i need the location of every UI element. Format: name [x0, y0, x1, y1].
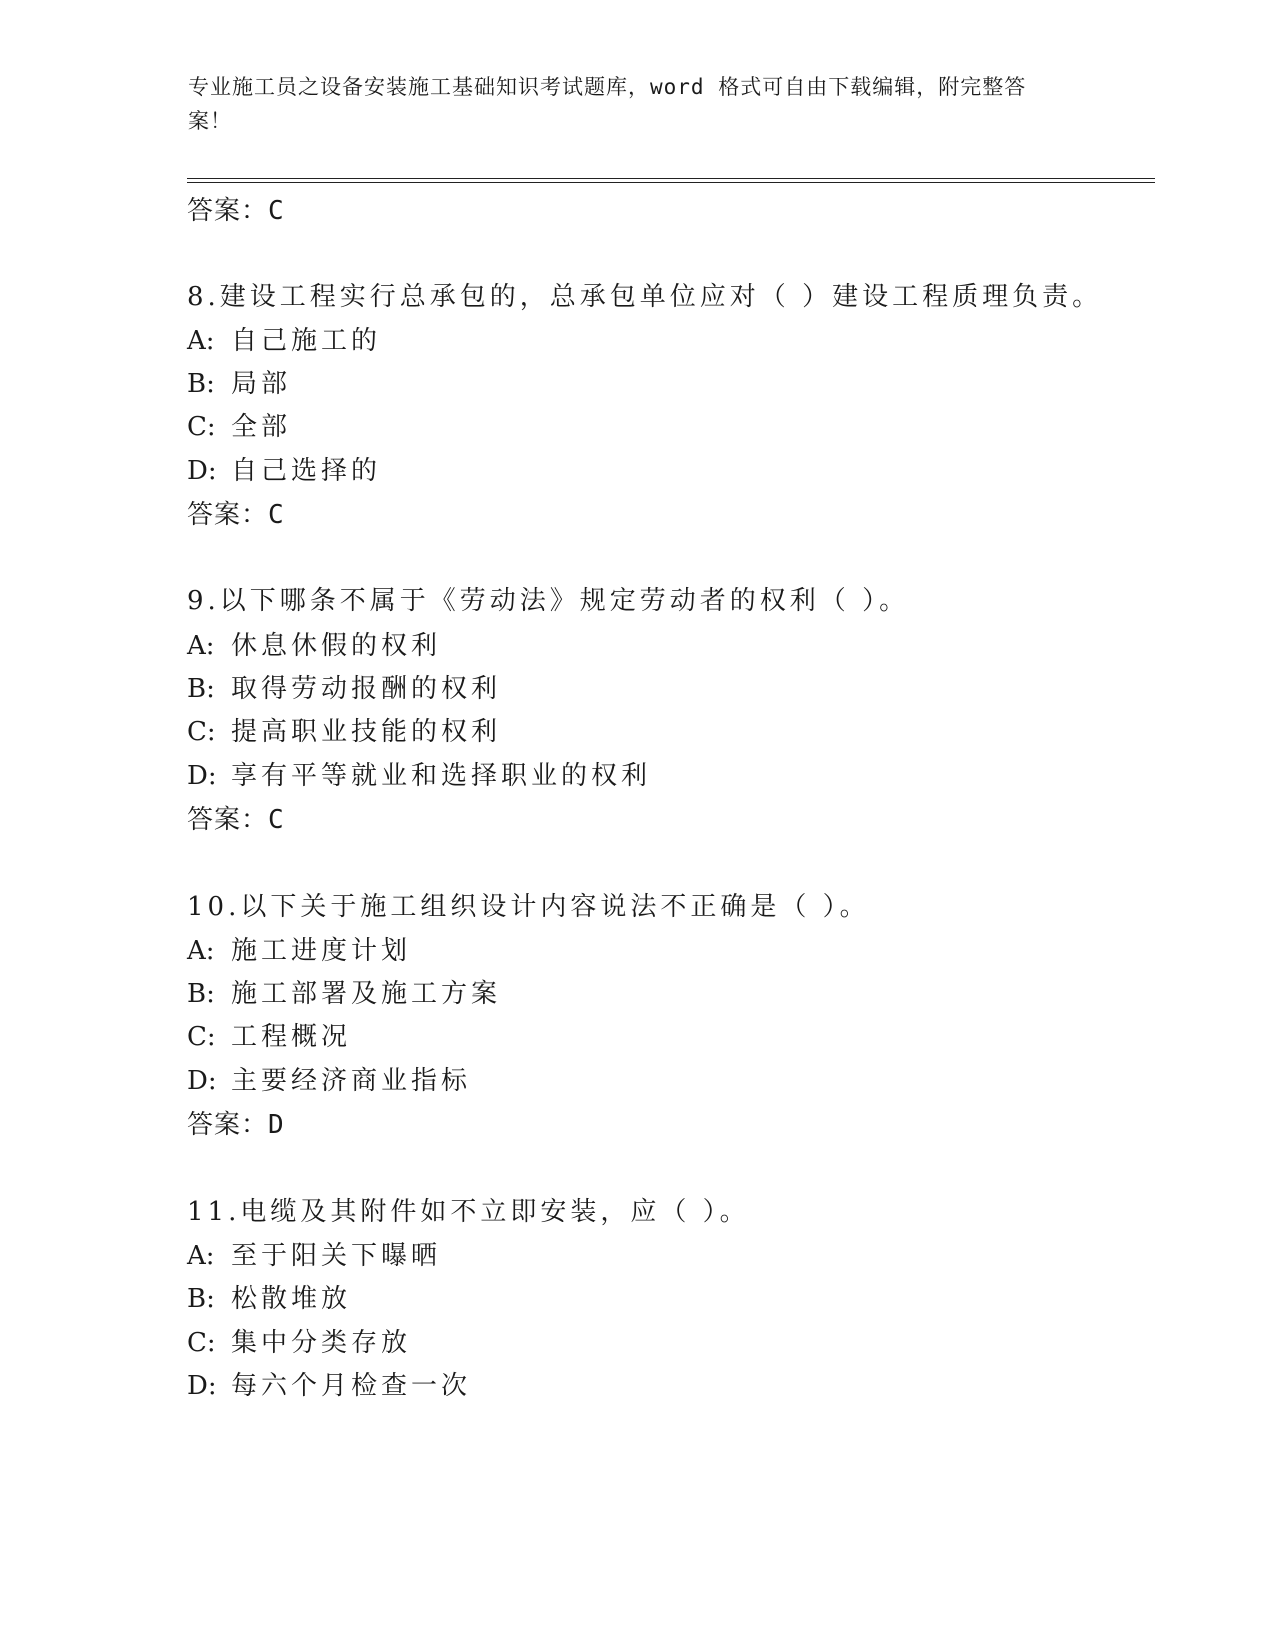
answer-line — [187, 799, 285, 836]
option-d — [187, 755, 651, 792]
option-key: B: — [187, 1284, 215, 1314]
option-a — [187, 625, 441, 662]
option-c — [187, 1016, 351, 1053]
option-b — [187, 1278, 351, 1315]
answer-label: 答案： — [187, 500, 269, 530]
option-key: B: — [187, 979, 215, 1009]
option-key: C: — [187, 717, 216, 747]
option-key: B: — [187, 674, 215, 704]
question-stem: 8.建设工程实行总承包的，总承包单位应对（ ）建设工程质理负责。 — [187, 282, 1103, 312]
option-d — [187, 1365, 471, 1402]
option-text: 自己选择的 — [231, 456, 382, 486]
option-a — [187, 320, 381, 357]
option-b — [187, 973, 501, 1010]
option-key: A: — [187, 631, 215, 661]
answer-line — [187, 494, 285, 531]
option-text: 施工进度计划 — [231, 936, 412, 966]
option-text: 施工部署及施工方案 — [231, 979, 502, 1009]
question-stem: 11.电缆及其附件如不立即安装，应（ ）。 — [187, 1197, 750, 1227]
option-text: 取得劳动报酬的权利 — [231, 674, 502, 704]
answer-value: C — [268, 500, 285, 530]
option-text: 松散堆放 — [231, 1284, 352, 1314]
option-text: 局部 — [231, 369, 292, 399]
answer-value: C — [268, 805, 285, 835]
option-text: 工程概况 — [231, 1022, 352, 1052]
answer-line — [187, 190, 285, 227]
option-text: 每六个月检查一次 — [231, 1371, 472, 1401]
option-text: 集中分类存放 — [231, 1328, 412, 1358]
answer-value: D — [268, 1110, 285, 1140]
option-key: A: — [187, 936, 215, 966]
option-key: A: — [187, 326, 215, 356]
answer-value: C — [268, 196, 285, 226]
option-key: C: — [187, 1022, 216, 1052]
option-key: D: — [187, 761, 217, 791]
answer-label: 答案： — [187, 1110, 269, 1140]
option-key: C: — [187, 412, 216, 442]
option-text: 主要经济商业指标 — [231, 1066, 472, 1096]
option-text: 至于阳关下曝晒 — [231, 1241, 442, 1271]
option-c — [187, 1322, 411, 1359]
divider-line-bottom — [187, 182, 1155, 183]
option-text: 提高职业技能的权利 — [231, 717, 502, 747]
divider-line-top — [187, 178, 1155, 179]
option-text: 全部 — [231, 412, 292, 442]
option-c — [187, 406, 291, 443]
answer-label: 答案： — [187, 805, 269, 835]
header-divider — [187, 178, 1155, 183]
option-key: B: — [187, 369, 215, 399]
option-key: A: — [187, 1241, 215, 1271]
option-text: 享有平等就业和选择职业的权利 — [231, 761, 652, 791]
option-key: D: — [187, 1371, 217, 1401]
option-d — [187, 450, 381, 487]
option-text: 休息休假的权利 — [231, 631, 442, 661]
question-stem: 10.以下关于施工组织设计内容说法不正确是（ ）。 — [187, 892, 870, 922]
option-key: D: — [187, 1066, 217, 1096]
option-key: C: — [187, 1328, 216, 1358]
option-b — [187, 668, 501, 705]
option-a — [187, 930, 411, 967]
question-stem: 9.以下哪条不属于《劳动法》规定劳动者的权利（ ）。 — [187, 586, 910, 616]
option-b — [187, 363, 291, 400]
option-c — [187, 711, 501, 748]
answer-line — [187, 1104, 285, 1141]
option-key: D: — [187, 456, 217, 486]
option-text: 自己施工的 — [231, 326, 382, 356]
option-d — [187, 1060, 471, 1097]
document-header: 专业施工员之设备安装施工基础知识考试题库，word 格式可自由下载编辑，附完整答案！ — [188, 75, 1027, 133]
option-a — [187, 1235, 441, 1272]
answer-label: 答案： — [187, 196, 269, 226]
